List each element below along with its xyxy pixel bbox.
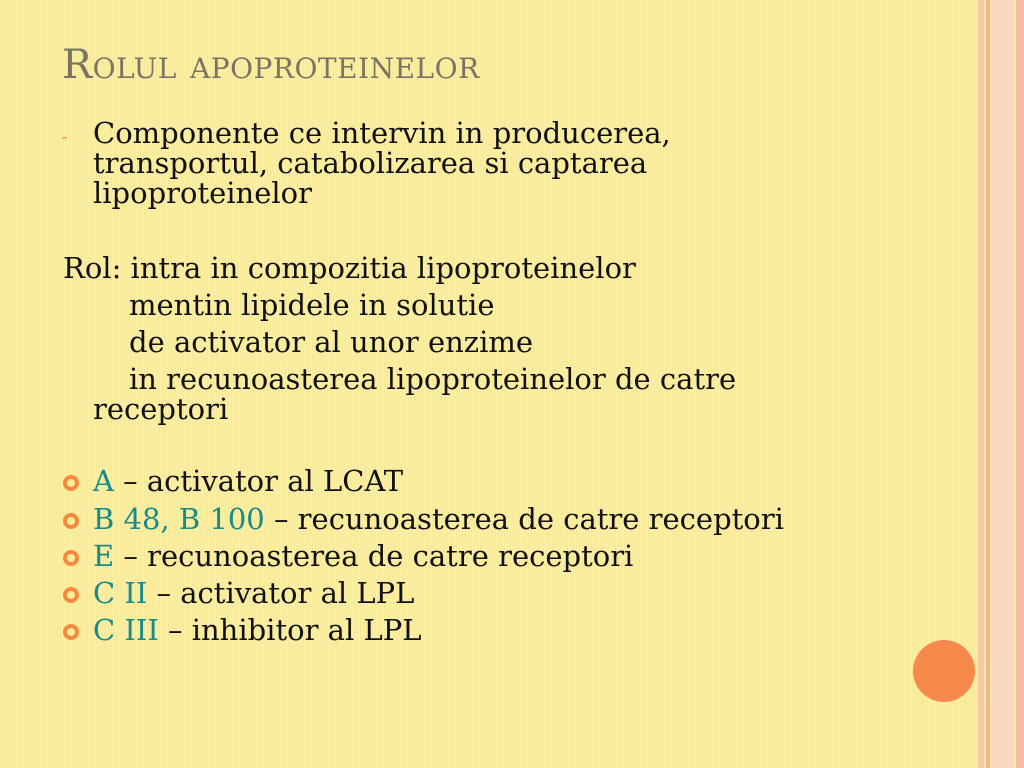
intro-line-1: Componente ce intervin in producerea, [93, 116, 671, 150]
intro-line-3: lipoproteinelor [93, 176, 312, 210]
circle-bullet-icon [63, 550, 79, 566]
apoprotein-term: B 48, B 100 [93, 502, 265, 536]
circle-bullet-icon [63, 475, 79, 491]
apoprotein-description: – recunoasterea de catre receptori [264, 502, 784, 536]
decorative-stripe [1016, 0, 1024, 768]
rol-line-3: de activator al unor enzime [129, 325, 534, 359]
decorative-stripe [978, 0, 984, 768]
apoprotein-description: – recunoasterea de catre receptori [114, 539, 634, 573]
bullet-item [93, 615, 421, 645]
dash-bullet-icon: - [62, 127, 68, 146]
circle-bullet-icon [63, 587, 79, 603]
apoprotein-description: – activator al LPL [147, 576, 415, 610]
decorative-stripe [992, 0, 1014, 768]
circle-bullet-icon [63, 624, 79, 640]
decorative-circle [913, 640, 975, 702]
bullet-item [93, 541, 633, 571]
rol-line-1: Rol: intra in compozitia lipoproteinelor [63, 251, 636, 285]
apoprotein-description: – activator al LCAT [113, 464, 404, 498]
apoprotein-term: E [93, 539, 115, 573]
bullet-item [93, 466, 403, 496]
apoprotein-description: – inhibitor al LPL [158, 613, 422, 647]
apoprotein-term: C III [93, 613, 159, 647]
rol-line-5: receptori [93, 392, 229, 426]
circle-bullet-icon [63, 513, 79, 529]
slide-title: Rolul apoproteinelor [62, 42, 480, 88]
rol-line-2: mentin lipidele in solutie [129, 288, 495, 322]
decorative-stripe [986, 0, 990, 768]
rol-line-4: in recunoasterea lipoproteinelor de catre [129, 362, 737, 396]
apoprotein-term: C II [93, 576, 148, 610]
intro-line-2: transportul, catabolizarea si captarea [93, 146, 648, 180]
bullet-item [93, 578, 414, 608]
bullet-item [93, 504, 784, 534]
apoprotein-term: A [93, 464, 114, 498]
